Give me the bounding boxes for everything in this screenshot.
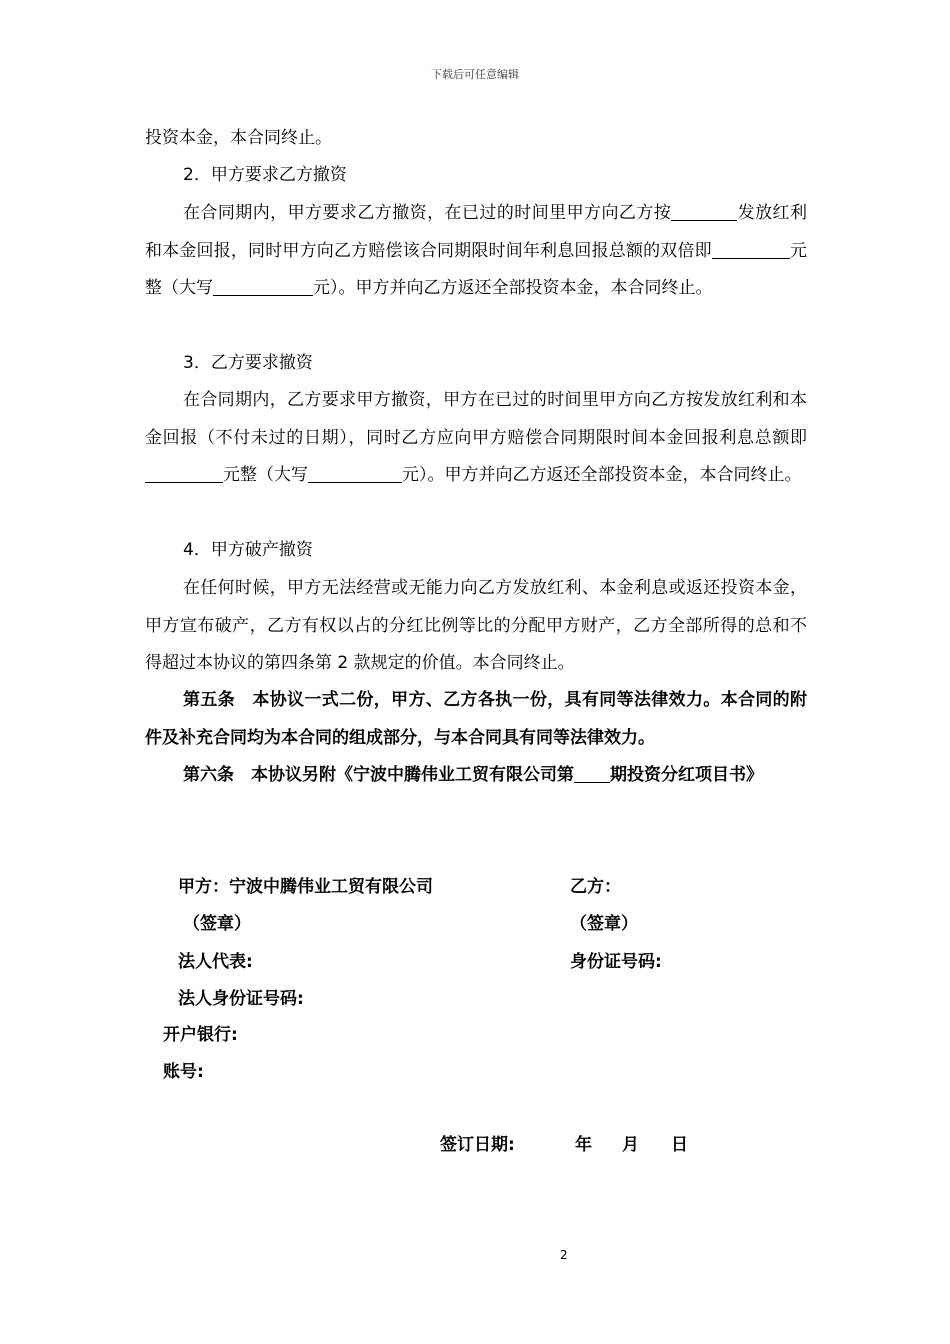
date-month: 月 — [622, 1135, 639, 1155]
party-b-label: 乙方： — [570, 877, 621, 897]
paragraph-text: 元整（大写 — [145, 240, 808, 298]
header-note: 下载后可任意编辑 — [431, 68, 519, 81]
legal-id-number-label: 法人身份证号码: — [178, 989, 304, 1009]
paragraph-text: 元）。甲方并向乙方返还全部投资本金，本合同终止。 — [402, 465, 802, 485]
id-number-label: 身份证号码: — [570, 952, 662, 972]
paragraph-text: 在合同期内，甲方要求乙方撤资，在已过的时间里甲方向乙方按 — [183, 203, 672, 223]
paragraph-section-2 — [145, 195, 807, 308]
section-heading-2: 2．甲方要求乙方撤资 — [183, 165, 347, 185]
section-heading-3: 3．乙方要求撤资 — [183, 353, 313, 373]
account-label: 账号: — [163, 1062, 204, 1082]
party-a-seal: （签章） — [183, 914, 251, 934]
paragraph-text: 元）。甲方并向乙方返还全部投资本金，本合同终止。 — [313, 278, 713, 298]
signing-date-label: 签订日期: — [440, 1135, 515, 1155]
paragraph-text: 在合同期内，乙方要求甲方撤资，甲方在已过的时间里甲方向乙方按发放红利和本金回报（不付未过的日期），同时乙方应向甲方赔偿合同期限时间本金回报利息总额即 — [145, 390, 807, 448]
blank-field — [671, 200, 737, 221]
paragraph-section-3 — [145, 382, 807, 495]
article-six-text: 第六条 本协议另附《宁波中腾伟业工贸有限公司第 — [183, 765, 574, 785]
date-day: 日 — [671, 1135, 688, 1155]
section-heading-4: 4．甲方破产撤资 — [183, 540, 313, 560]
blank-field — [712, 238, 790, 259]
page-number: 2 — [560, 1248, 568, 1262]
paragraph-text: 元整（大写 — [223, 465, 308, 485]
article-five: 第五条 本协议一式二份，甲方、乙方各执一份，具有同等法律效力。本合同的附件及补充合同均为本合同的组成部分，与本合同具有同等法律效力。 — [145, 690, 807, 748]
legal-representative-label: 法人代表: — [178, 952, 253, 972]
paragraph-section-4: 在任何时候，甲方无法经营或无能力向乙方发放红利、本金利息或返还投资本金，甲方宣布破产，乙方有权以占的分红比例等比的分配甲方财产，乙方全部所得的总和不得超过本协议的第四条第 2 款规定的价值。本合同终止。 — [145, 578, 807, 673]
paragraph-continuation: 投资本金，本合同终止。 — [145, 128, 332, 148]
date-year: 年 — [575, 1135, 592, 1155]
blank-field — [145, 462, 223, 483]
party-b-seal: （签章） — [570, 914, 638, 934]
article-six — [145, 757, 807, 795]
bank-label: 开户银行: — [163, 1025, 238, 1045]
blank-field — [308, 462, 402, 483]
party-a-label: 甲方：宁波中腾伟业工贸有限公司 — [178, 877, 433, 897]
article-six-text: 期投资分红项目书》 — [610, 765, 763, 785]
blank-field — [213, 275, 313, 296]
blank-field — [574, 762, 610, 783]
paragraph-text: 发放红利和本金回报，同时甲方向乙方赔偿该合同期限时间年利息回报总额的双倍即 — [145, 203, 807, 261]
